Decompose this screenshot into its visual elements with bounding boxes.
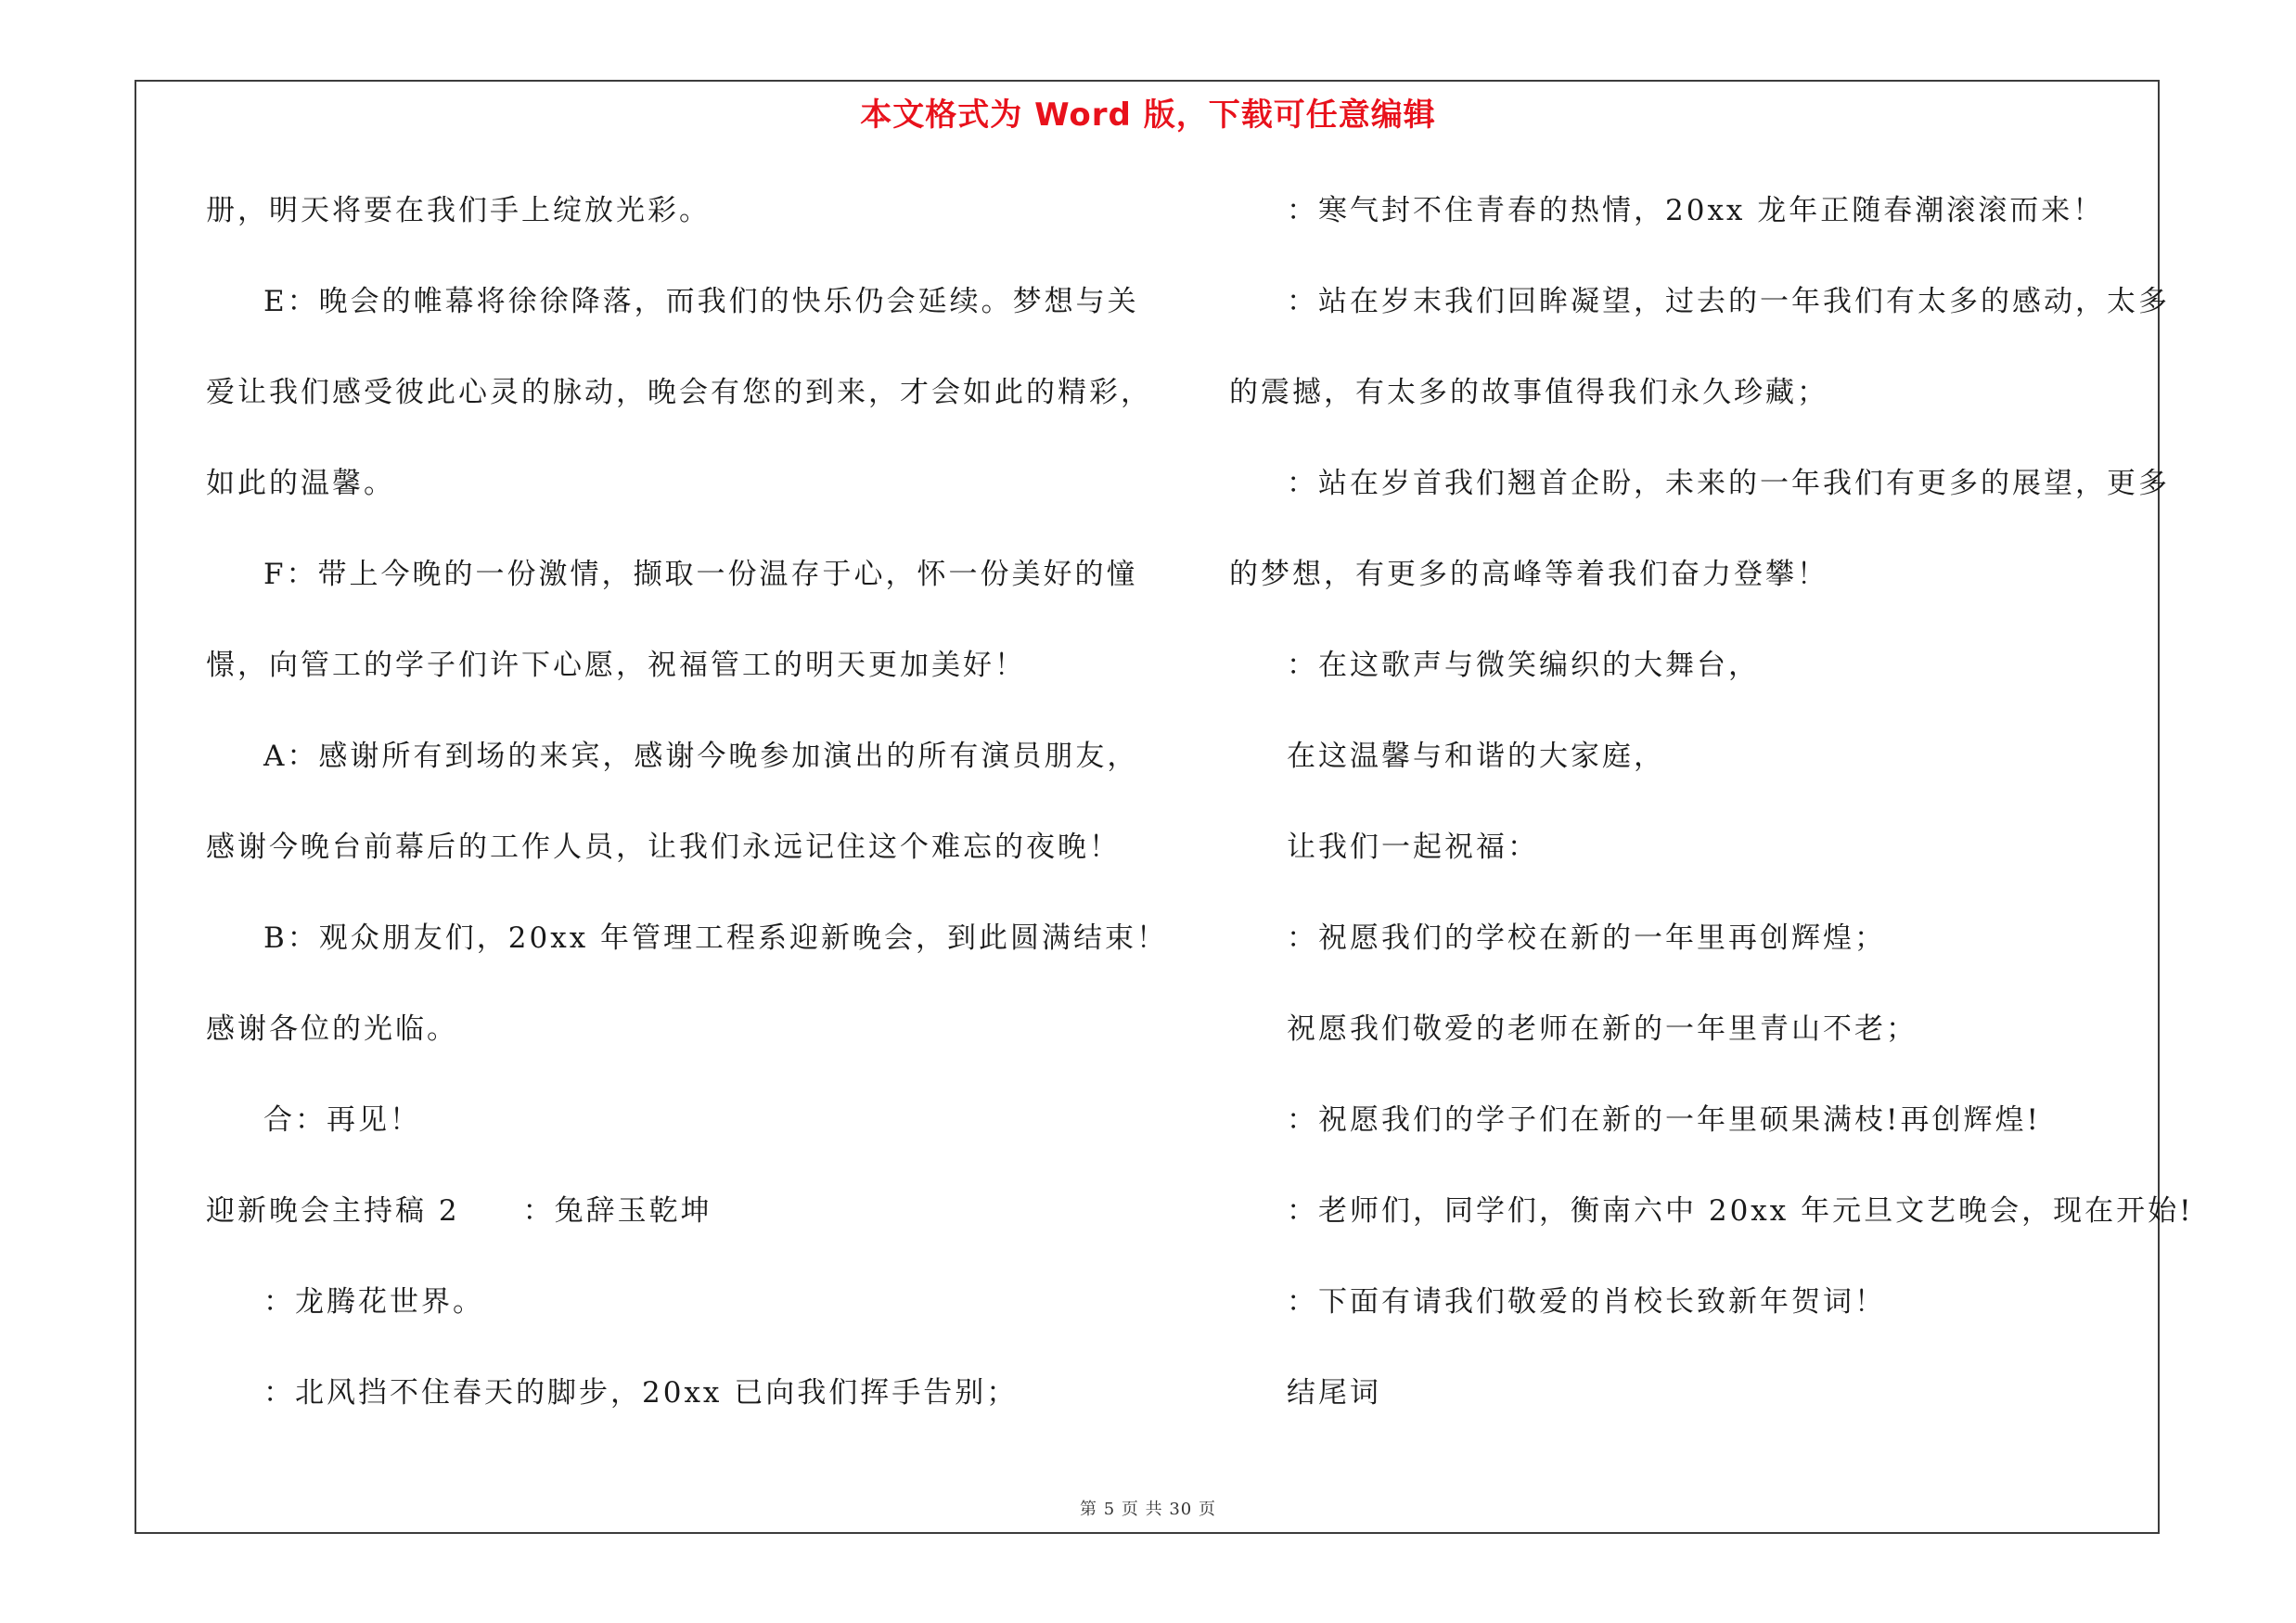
text-line: ：北风挡不住春天的脚步，20xx 已向我们挥手告别； [263,1376,1019,1410]
section-heading: 迎新晚会主持稿 2 ：兔辞玉乾坤 [206,1194,712,1228]
page-number: 第 5 页 共 30 页 [1080,1500,1216,1519]
document-banner: 本文格式为 Word 版，下载可任意编辑 [860,97,1436,134]
text-line: ：站在岁末我们回眸凝望，过去的一年我们有太多的感动，太多 [1287,285,2170,318]
text-line: A：感谢所有到场的来宾，感谢今晚参加演出的所有演员朋友， [263,740,1139,773]
text-line: B：观众朋友们，20xx 年管理工程系迎新晚会，到此圆满结束！ [263,921,1169,955]
text-line: ：在这歌声与微笑编织的大舞台， [1287,649,1760,682]
text-line: ：老师们，同学们，衡南六中 20xx 年元旦文艺晚会，现在开始! [1287,1194,2194,1228]
text-line: ：站在岁首我们翘首企盼，未来的一年我们有更多的展望，更多 [1287,467,2170,500]
text-line: F：带上今晚的一份激情，撷取一份温存于心，怀一份美好的憧 [263,558,1138,591]
text-line: 的梦想，有更多的高峰等着我们奋力登攀！ [1229,558,1828,591]
text-line: 在这温馨与和谐的大家庭， [1287,740,1665,773]
text-line: ：寒气封不住青春的热情，20xx 龙年正随春潮滚滚而来！ [1287,194,2105,227]
text-line: 如此的温馨。 [206,467,395,500]
text-line: 祝愿我们敬爱的老师在新的一年里青山不老； [1287,1012,1918,1046]
text-line: 结尾词 [1287,1376,1381,1410]
text-line: 让我们一起祝福： [1287,831,1539,864]
text-line: 爱让我们感受彼此心灵的脉动，晚会有您的到来，才会如此的精彩， [206,376,1152,409]
text-line: 合：再见！ [263,1103,421,1137]
text-line: 感谢各位的光临。 [206,1012,458,1046]
text-line: 憬，向管工的学子们许下心愿，祝福管工的明天更加美好！ [206,649,1026,682]
text-line: ：龙腾花世界。 [263,1285,484,1319]
text-line: E：晚会的帷幕将徐徐降落，而我们的快乐仍会延续。梦想与关 [263,285,1139,318]
text-line: 感谢今晚台前幕后的工作人员，让我们永远记住这个难忘的夜晚！ [206,831,1121,864]
text-line: ：祝愿我们的学子们在新的一年里硕果满枝!再创辉煌! [1287,1103,2041,1137]
text-line: ：下面有请我们敬爱的肖校长致新年贺词！ [1287,1285,1886,1319]
text-line: 的震撼，有太多的故事值得我们永久珍藏； [1229,376,1828,409]
text-line: 册，明天将要在我们手上绽放光彩。 [206,194,711,227]
text-line: ：祝愿我们的学校在新的一年里再创辉煌； [1287,921,1886,955]
